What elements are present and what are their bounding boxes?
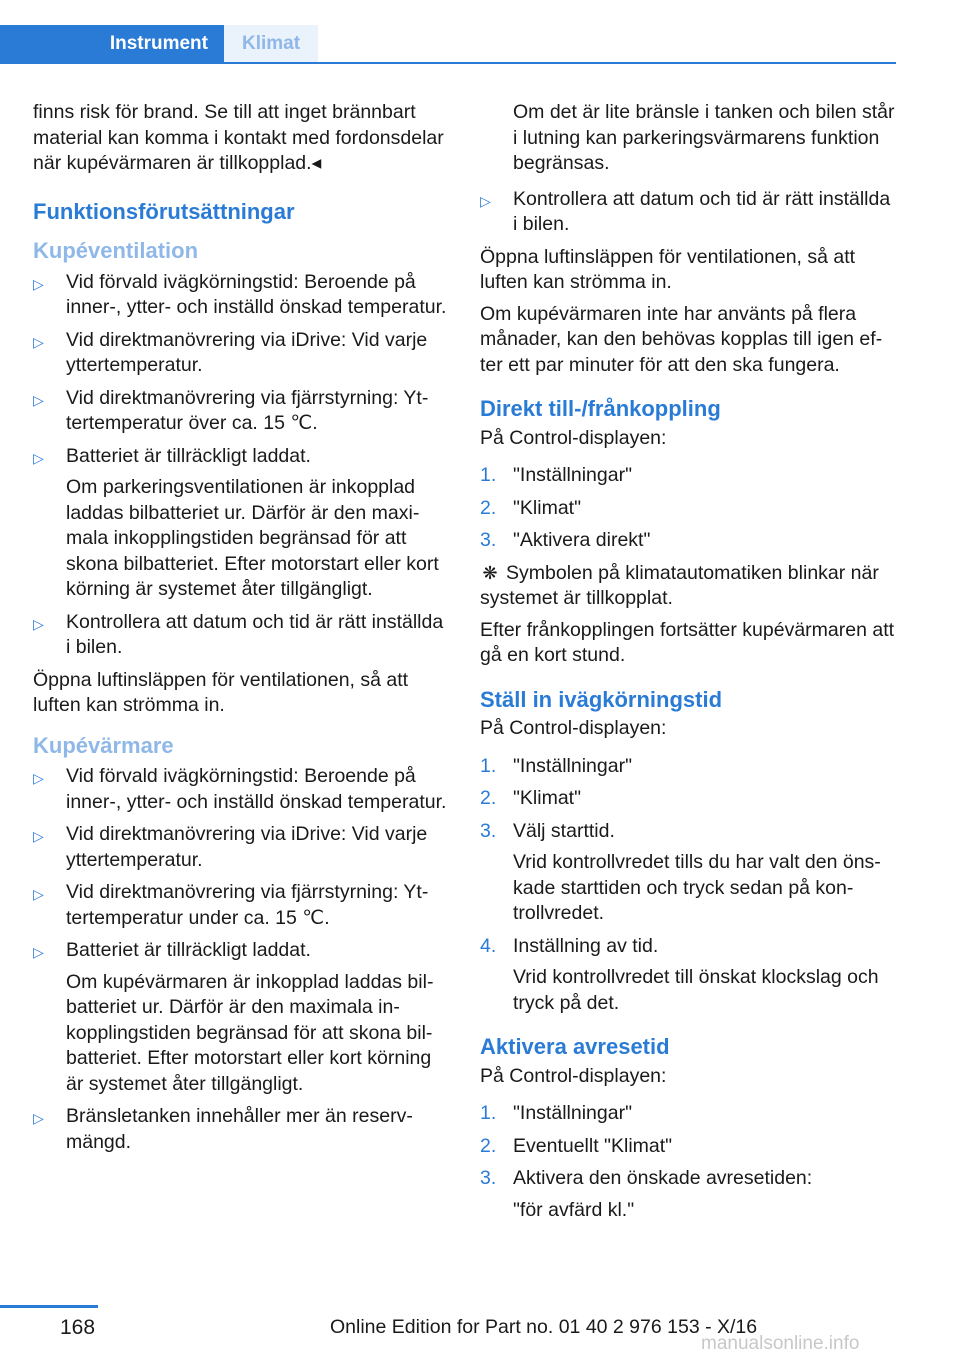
edition-note: Online Edition for Part no. 01 40 2 976 153 - X/16 (330, 1316, 758, 1338)
list-item: ▷ Kontrollera att datum och tid är rätt inställda i bilen. (33, 610, 444, 658)
list-item: 3. Välj starttid. Vrid kontrollvredet tills du har valt den önskade starttiden och tryck sedan på kontrollvredet. (480, 819, 895, 927)
footer-rule (0, 1305, 98, 1308)
tab-instrument[interactable]: Instrument (0, 25, 224, 62)
list-item: ▷ Vid förvald ivägkörningstid: Beroende på inner-, ytter- och inställd önskad temperatur. (33, 270, 447, 318)
triangle-marker-icon: ▷ (480, 192, 491, 209)
subheading-direct-toggle: Direkt till-/frånkoppling (480, 396, 721, 421)
paragraph-on-display: På Control-displayen: (480, 426, 667, 449)
list-item: ▷ Vid direktmanövrering via iDrive: Vid varje yttertemperatur. (33, 328, 428, 376)
paragraph-months: Om kupévärmaren inte har använts på flera månader, kan den behövas kopplas till igen efter ett par minuter för att den ska fungera. (480, 302, 883, 376)
chapter-header (0, 25, 896, 64)
triangle-marker-icon: ▷ (33, 770, 44, 786)
subheading-activate-departure: Aktivera avresetid (480, 1034, 670, 1059)
list-item: 1. "Inställningar" (480, 1102, 632, 1124)
list-item: 3. Aktivera den önskade avresetiden: "för avfärd kl." (480, 1166, 895, 1223)
list-item-detail: Om kupévärmaren är inkopplad laddas bilbatteriet ur. Därför är den maximala inkopplingstiden begränsad för att skona bilbatteriet. Efter motorstart eller kort körning är systemet åter tillgängligt. (66, 970, 434, 1095)
paragraph-on-display: På Control-displayen: (480, 717, 667, 739)
list-item: 3. "Aktivera direkt" (480, 529, 651, 551)
activate-steps (480, 1101, 895, 1223)
triangle-marker-icon: ▷ (33, 391, 44, 408)
triangle-marker-icon: ▷ (33, 886, 44, 902)
paragraph-symbol: ❋ Symbolen på klimatautomatiken blinkar när systemet är tillkopplat. (480, 561, 879, 609)
subheading-ventilation: Kupéventilation (33, 238, 199, 263)
list-item: ▷ Batteriet är tillräckligt laddat. Om kupévärmaren är inkopplad laddas bilbatteriet ur. Därför är den maximala inkopplingstiden begränsad för att skona bilbatteriet. Efter motorstart eller kort körning är systemet åter tillgängligt. (33, 938, 448, 1097)
list-item: ▷ Bränsletanken innehåller mer än reservmängd. (33, 1105, 413, 1153)
heater-list (33, 764, 448, 1155)
ventilation-list (33, 270, 448, 661)
right-column (480, 100, 895, 1230)
subheading-heater: Kupévärmare (33, 732, 174, 758)
page-number: 168 (60, 1316, 96, 1339)
triangle-marker-icon: ▷ (33, 333, 44, 350)
list-item: 1. "Inställningar" (480, 464, 632, 486)
list-item: ▷ Vid förvald ivägkörningstid: Beroende på inner-, ytter- och inställd önskad temperatur. (33, 765, 447, 813)
list-item-detail: Om parkeringsventilationen är inkopplad laddas bilbatteriet ur. Därför är den maximala inkopplingstiden begränsad för att skona bilbatteriet. Efter motorstart eller kort körning är systemet åter tillgängligt. (66, 476, 439, 600)
list-item: 1. "Inställningar" (480, 754, 632, 777)
paragraph-open-vents: Öppna luftinsläppen för ventilationen, så att luften kan strömma in. (33, 668, 409, 716)
subheading-set-time: Ställ in ivägkörningstid (480, 686, 723, 712)
paragraph-on-display: På Control-displayen: (480, 1064, 667, 1087)
list-item: 2. "Klimat" (480, 496, 582, 519)
check-list (480, 187, 895, 238)
triangle-marker-icon: ▷ (33, 615, 44, 632)
section-heading-prerequisites: Funktionsförutsättningar (33, 198, 295, 224)
watermark: manualsonline.info (701, 1333, 860, 1354)
list-item: ▷ Vid direktmanövrering via iDrive: Vid varje yttertemperatur. (33, 823, 428, 871)
tab-klimat[interactable]: Klimat (224, 25, 318, 62)
triangle-marker-icon: ▷ (33, 828, 44, 844)
paragraph-after-off: Efter frånkopplingen fortsätter kupévärmaren att gå en kort stund. (480, 618, 895, 666)
list-item: ▷ Vid direktmanövrering via fjärrstyrning: Yttertemperatur under ca. 15 ℃. (33, 881, 429, 929)
left-column (33, 100, 448, 1162)
list-item: 2. Eventuellt "Klimat" (480, 1134, 673, 1157)
list-item: 2. "Klimat" (480, 787, 582, 809)
list-item-detail: Vrid kontrollvredet till önskat klockslag och tryck på det. (513, 966, 879, 1014)
triangle-marker-icon: ▷ (33, 275, 44, 292)
direct-steps (480, 463, 895, 554)
triangle-marker-icon: ▷ (33, 1110, 44, 1126)
list-item-detail: "för avfärd kl." (513, 1198, 635, 1221)
list-item: 4. Inställning av tid. Vrid kontrollvredet till önskat klockslag och tryck på det. (480, 934, 895, 1017)
list-continuation: Om det är lite bränsle i tanken och bilen står i lutning kan parkeringsvärmarens funktion begränsas. (513, 101, 895, 174)
list-item: ▷ Kontrollera att datum och tid är rätt inställda i bilen. (480, 187, 891, 235)
set-time-steps (480, 754, 895, 1017)
list-item-detail: Vrid kontrollvredet tills du har valt den önskade starttiden och tryck sedan på kontrollvredet. (513, 851, 881, 924)
list-item: ▷ Batteriet är tillräckligt laddat. Om parkeringsventilationen är inkopplad laddas bilbatteriet ur. Därför är den maximala inkopplingstiden begränsad för att skona bilbatteriet. Efter motorstart eller kort körning är systemet åter tillgängligt. (33, 444, 448, 603)
triangle-marker-icon: ▷ (33, 944, 44, 960)
triangle-marker-icon: ▷ (33, 449, 44, 466)
paragraph-open-vents: Öppna luftinsläppen för ventilationen, så att luften kan strömma in. (480, 245, 856, 293)
intro-paragraph: finns risk för brand. Se till att inget brännbart material kan komma i kontakt med fordonsdelar när kupévärmaren är tillkopplad.◂ (33, 101, 444, 174)
list-item: ▷ Vid direktmanövrering via fjärrstyrning: Yttertemperatur över ca. 15 ℃. (33, 386, 429, 434)
fan-icon: ❋ (482, 562, 498, 583)
